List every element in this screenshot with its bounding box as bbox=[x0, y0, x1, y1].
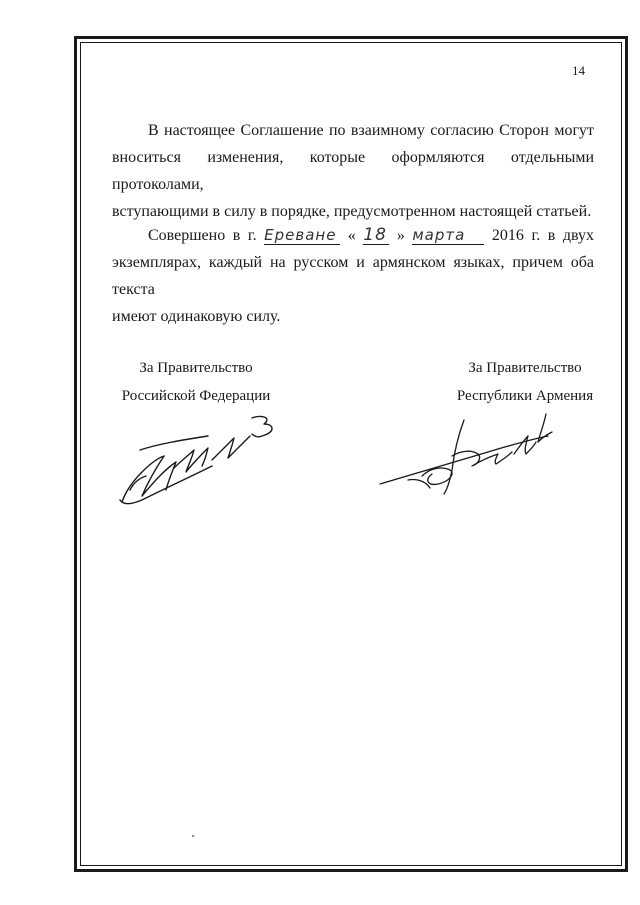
handwritten-day: 18 bbox=[363, 226, 389, 245]
paragraph-executed bbox=[112, 222, 594, 330]
handwritten-signature-left bbox=[112, 410, 282, 510]
handwritten-month: марта bbox=[412, 226, 484, 245]
executed-prefix: Совершено в г. bbox=[148, 227, 257, 244]
signature-caption-line1: За Правительство bbox=[139, 360, 253, 376]
paragraph-line: вступающими в силу в порядке, предусмотренном настоящей статьей. bbox=[112, 203, 592, 220]
handwritten-signature-right bbox=[378, 410, 578, 500]
paragraph-line: экземплярах, каждый на русском и армянском языках, причем оба текста bbox=[112, 254, 594, 298]
paragraph-line-executed bbox=[112, 222, 594, 249]
signature-caption-line2: Российской Федерации bbox=[121, 388, 271, 404]
paragraph-line: В настоящее Соглашение по взаимному согласию Сторон могут bbox=[148, 122, 594, 139]
quote-open: « bbox=[347, 227, 356, 244]
signature-caption-line1: За Правительство bbox=[468, 360, 582, 376]
paragraph-line: вноситься изменения, которые оформляются отдельными протоколами, bbox=[112, 149, 594, 193]
year-text: 2016 г. в двух bbox=[491, 227, 595, 244]
scan-speck bbox=[192, 835, 194, 837]
handwritten-city: Ереване bbox=[264, 226, 340, 245]
signature-block-russia bbox=[116, 354, 276, 410]
paragraph-line: имеют одинаковую силу. bbox=[112, 308, 281, 325]
signature-caption-line2: Республики Армения bbox=[456, 388, 594, 404]
signature-block-armenia bbox=[450, 354, 600, 410]
quote-close: » bbox=[396, 227, 405, 244]
page-number: 14 bbox=[572, 63, 585, 78]
paragraph-amendments bbox=[112, 117, 594, 225]
